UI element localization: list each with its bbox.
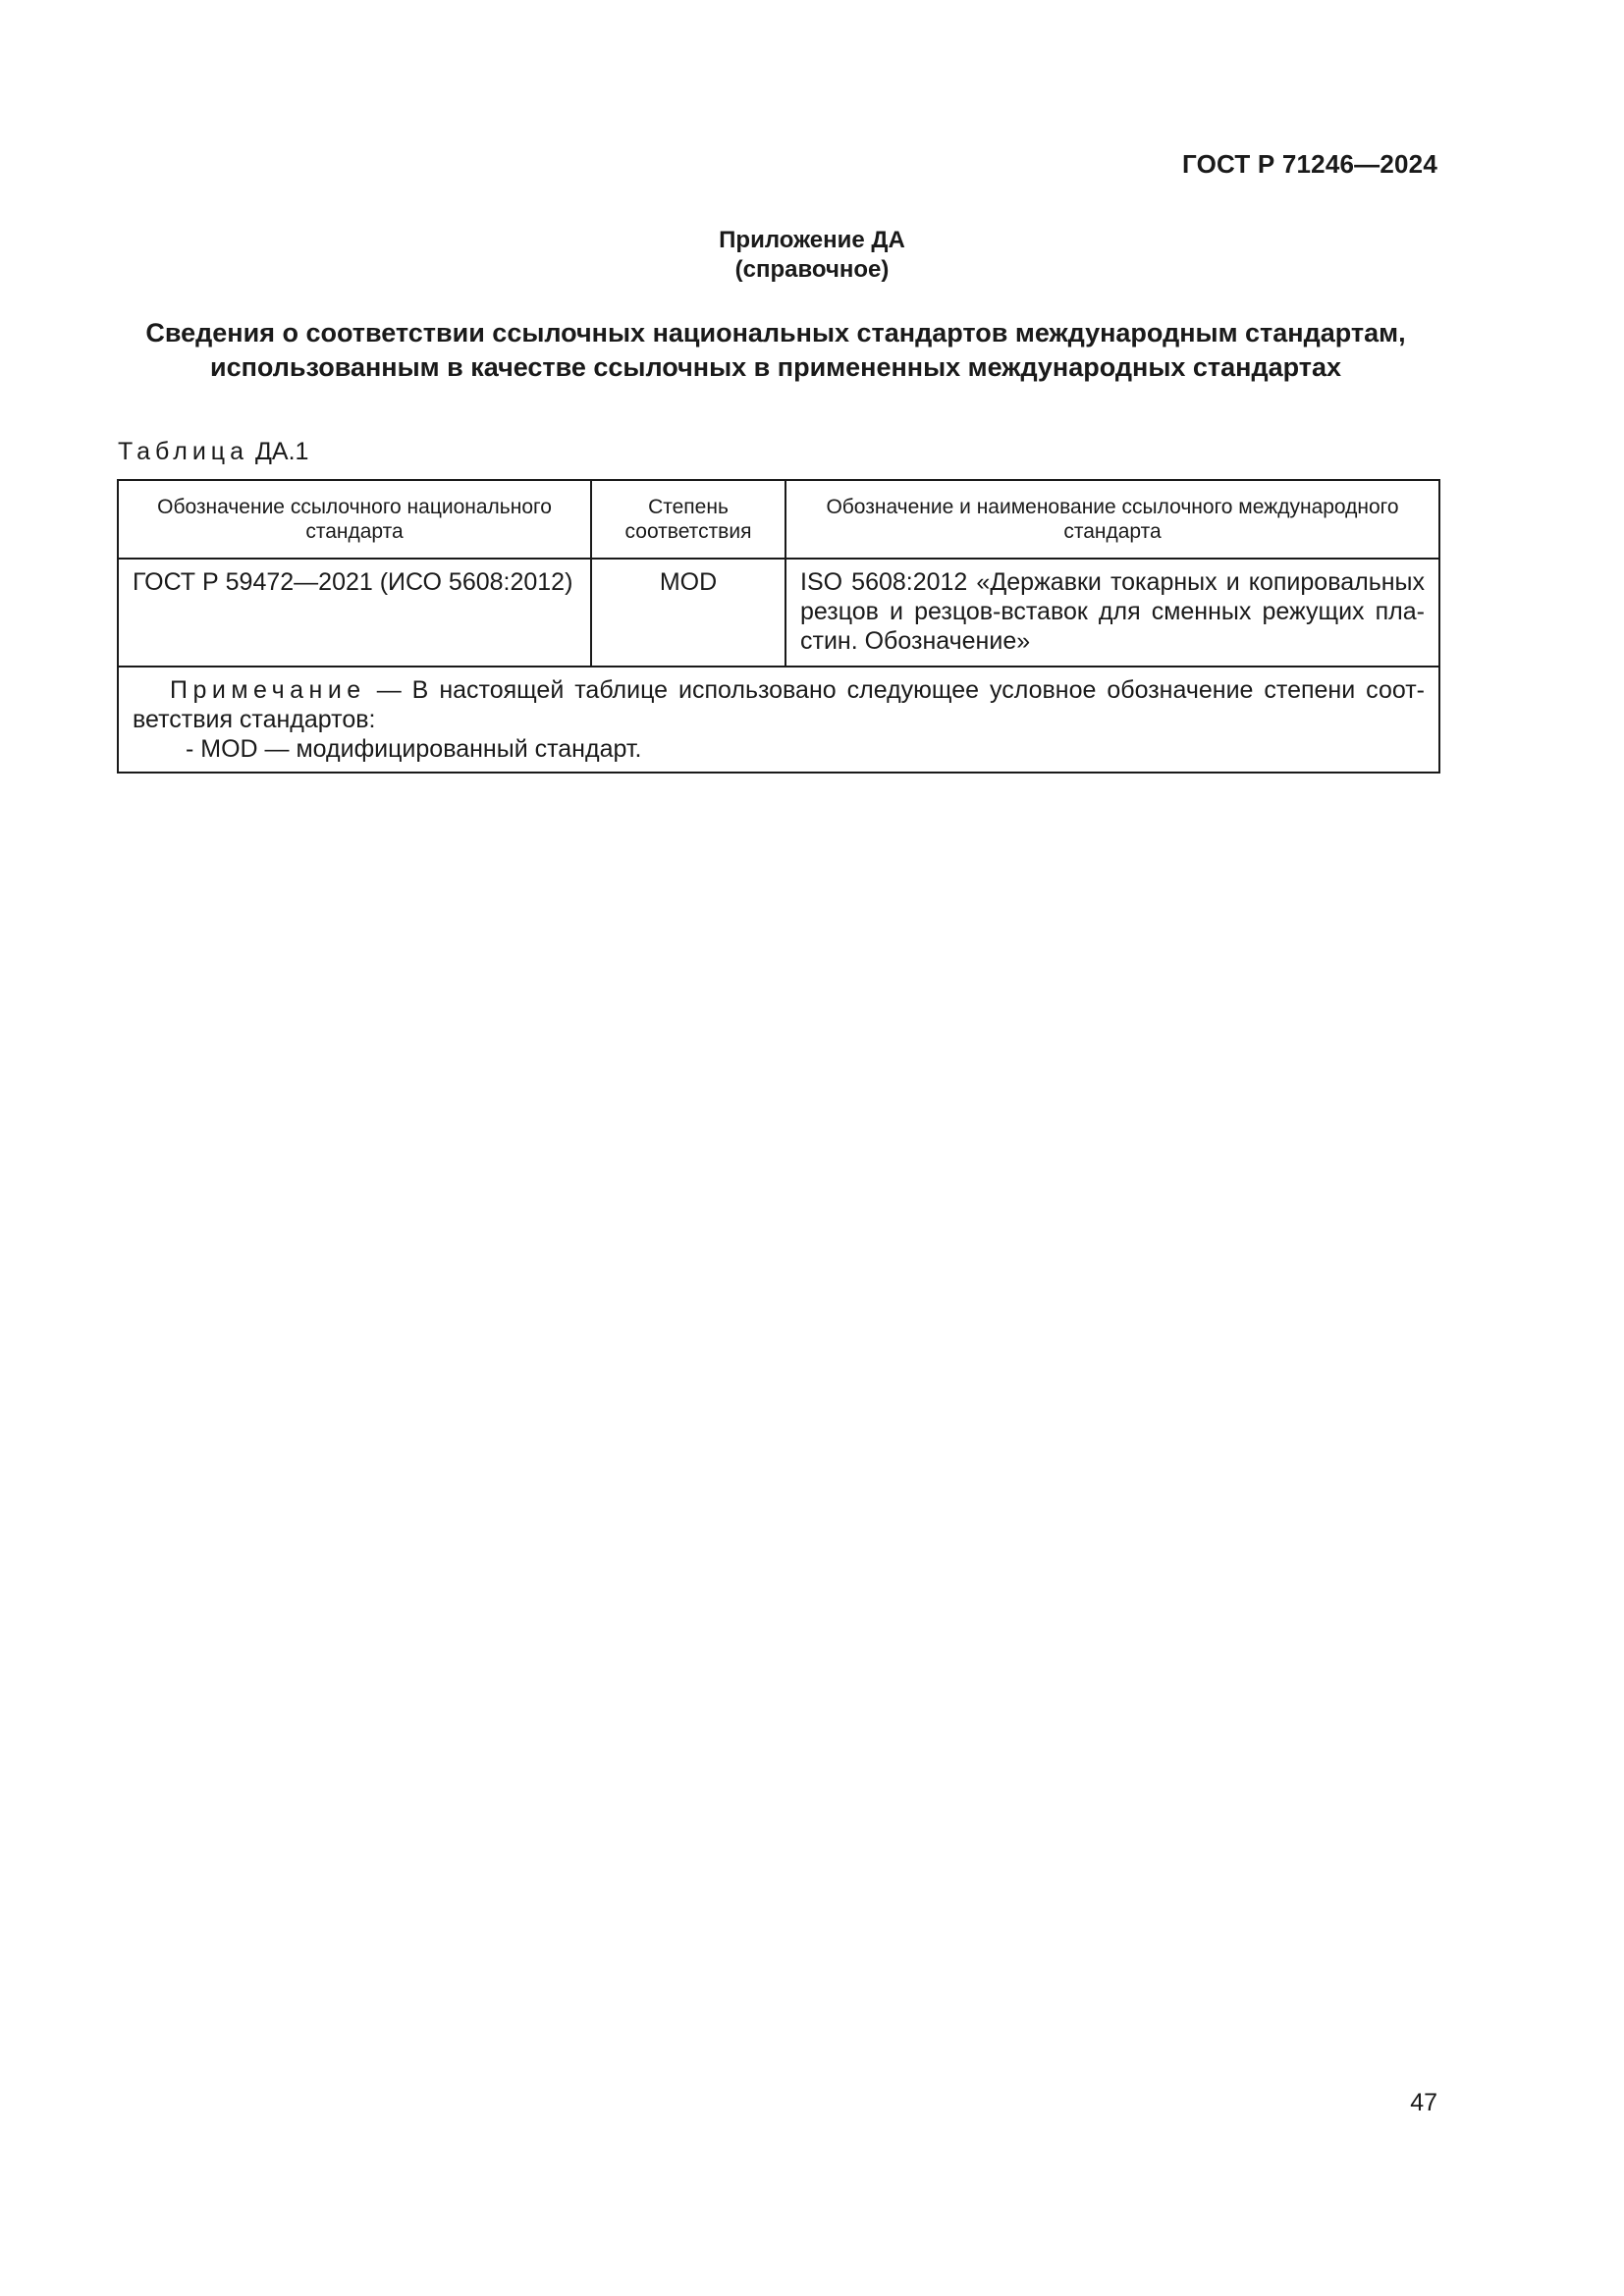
note-label: Примечание <box>170 676 366 704</box>
table-caption <box>118 438 308 466</box>
table-caption-word: Таблица <box>118 438 249 465</box>
table-note-row <box>118 667 1439 773</box>
table-header-row <box>118 480 1439 559</box>
cell-degree: MOD <box>591 559 785 667</box>
section-title <box>108 316 1443 385</box>
section-title-line-2: использованным в качестве ссылочных в примененных международных стандартах <box>209 352 1342 382</box>
column-header-degree: Степень соответствия <box>591 480 785 559</box>
table-row <box>118 559 1439 667</box>
note-text: — В настоящей таблице использовано следующее условное обозначение степени соответствия стандартов: <box>133 676 1425 733</box>
section-title-line-1: Сведения о соответствии ссылочных национальных стандартов международным стандартам, <box>145 318 1406 347</box>
document-code: ГОСТ Р 71246—2024 <box>1182 149 1437 179</box>
page-number: 47 <box>1410 2089 1437 2116</box>
table-caption-number: ДА.1 <box>254 438 309 465</box>
note-item: - MOD — модифицированный стандарт. <box>186 735 642 763</box>
column-header-national: Обозначение ссылочного национального стандарта <box>118 480 591 559</box>
appendix-title: Приложение ДА <box>719 227 905 253</box>
cell-national-standard: ГОСТ Р 59472—2021 (ИСО 5608:2012) <box>118 559 591 667</box>
cell-international-standard: ISO 5608:2012 «Державки токарных и копировальных резцов и резцов-вставок для сменных режущих пластин. Обозначение» <box>785 559 1439 667</box>
appendix-type: (справочное) <box>734 256 890 283</box>
appendix-heading <box>0 226 1624 285</box>
correspondence-table <box>117 479 1440 774</box>
table-note <box>118 667 1439 773</box>
column-header-international: Обозначение и наименование ссылочного международного стандарта <box>785 480 1439 559</box>
